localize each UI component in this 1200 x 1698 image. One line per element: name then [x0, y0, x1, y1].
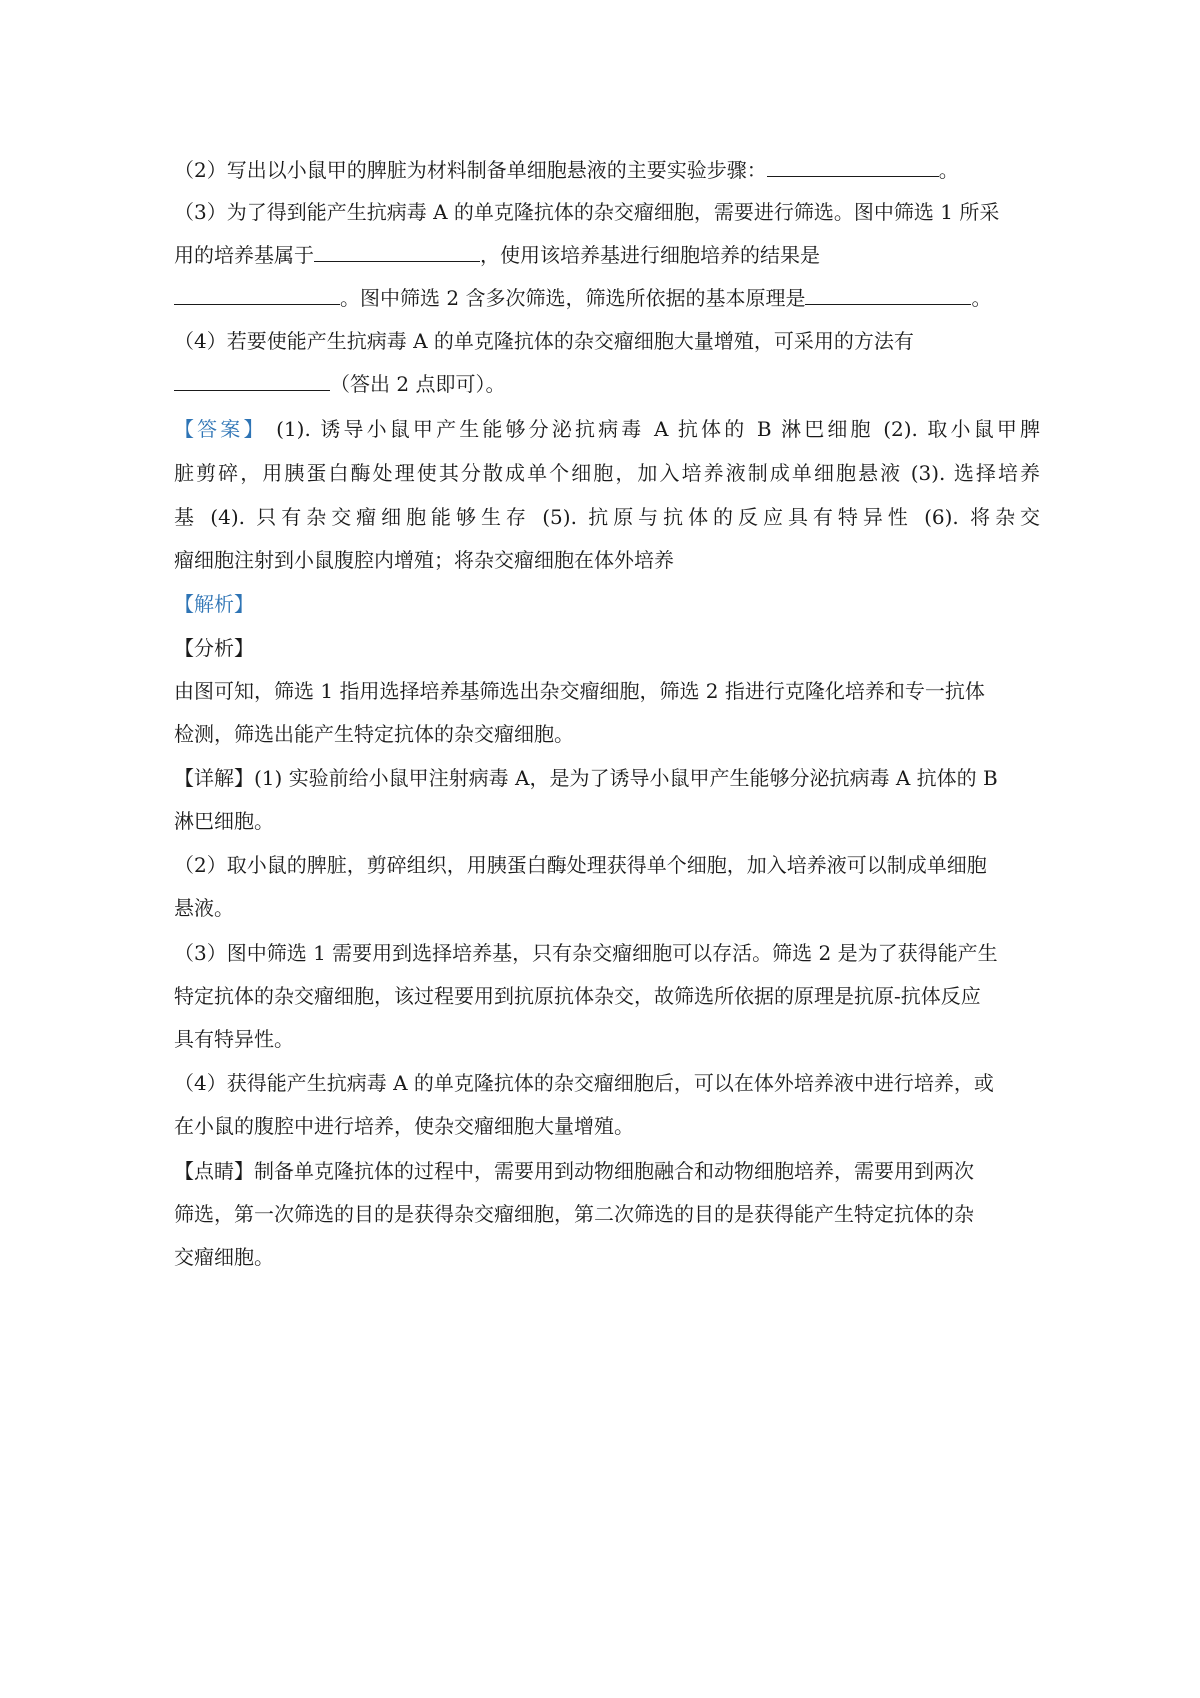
question-4-line-2: （答出 2 点即可）。: [174, 370, 1040, 398]
answer-line-3: 基 (4). 只有杂交瘤细胞能够生存 (5). 抗原与抗体的反应具有特异性 (6). 将杂交: [174, 505, 1040, 529]
answer-line-1: 【答案】 (1). 诱导小鼠甲产生能够分泌抗病毒 A 抗体的 B 淋巴细胞 (2). 取小鼠甲脾: [174, 417, 1040, 441]
xiangjie-2-line-1: （2）取小鼠的脾脏，剪碎组织，用胰蛋白酶处理获得单个细胞，加入培养液可以制成单细胞: [174, 853, 987, 877]
fenxi-line-2: 检测，筛选出能产生特定抗体的杂交瘤细胞。: [174, 722, 574, 746]
fenxi-tag: 【分析】: [174, 636, 254, 660]
fenxi-line-1: 由图可知，筛选 1 指用选择培养基筛选出杂交瘤细胞，筛选 2 指进行克隆化培养和专一抗体: [174, 679, 985, 703]
xiangjie-2-line-2: 悬液。: [174, 896, 234, 920]
xiangjie-4-line-1: （4）获得能产生抗病毒 A 的单克隆抗体的杂交瘤细胞后，可以在体外培养液中进行培养，或: [174, 1071, 994, 1095]
xiangjie-3-line-3: 具有特异性。: [174, 1027, 294, 1051]
xiangjie-line-2: 淋巴细胞。: [174, 809, 274, 833]
answer-blank: [767, 158, 939, 177]
dianjing-line-3: 交瘤细胞。: [174, 1245, 274, 1269]
question-3-line-3: 。图中筛选 2 含多次筛选，筛选所依据的基本原理是 。: [174, 284, 1040, 312]
answer-line-2: 脏剪碎，用胰蛋白酶处理使其分散成单个细胞，加入培养液制成单细胞悬液 (3). 选择培养: [174, 461, 1040, 485]
question-2: （2）写出以小鼠甲的脾脏为材料制备单细胞悬液的主要实验步骤： 。: [174, 158, 959, 182]
question-4-line-1: （4）若要使能产生抗病毒 A 的单克隆抗体的杂交瘤细胞大量增殖，可采用的方法有: [174, 329, 914, 353]
dianjing-line-2: 筛选，第一次筛选的目的是获得杂交瘤细胞，第二次筛选的目的是获得能产生特定抗体的杂: [174, 1202, 974, 1226]
question-3-line-1: （3）为了得到能产生抗病毒 A 的单克隆抗体的杂交瘤细胞，需要进行筛选。图中筛选 1 所采: [174, 200, 1000, 224]
answer-blank: [314, 243, 480, 262]
answer-line-4: 瘤细胞注射到小鼠腹腔内增殖；将杂交瘤细胞在体外培养: [174, 548, 674, 572]
xiangjie-tag: 【详解】: [174, 766, 254, 790]
answer-blank: [174, 372, 330, 391]
answer-tag: 【答案】: [174, 417, 267, 441]
analysis-tag: 【解析】: [174, 592, 254, 616]
xiangjie-3-line-1: （3）图中筛选 1 需要用到选择培养基，只有杂交瘤细胞可以存活。筛选 2 是为了获得能产生: [174, 941, 998, 965]
xiangjie-4-line-2: 在小鼠的腹腔中进行培养，使杂交瘤细胞大量增殖。: [174, 1114, 634, 1138]
answer-blank: [805, 286, 971, 305]
answer-blank: [174, 286, 340, 305]
dianjing-tag: 【点睛】: [174, 1159, 254, 1183]
question-3-line-2: 用的培养基属于 ，使用该培养基进行细胞培养的结果是: [174, 243, 820, 267]
dianjing-line-1: 【点睛】制备单克隆抗体的过程中，需要用到动物细胞融合和动物细胞培养，需要用到两次: [174, 1159, 974, 1183]
xiangjie-line-1: 【详解】(1) 实验前给小鼠甲注射病毒 A，是为了诱导小鼠甲产生能够分泌抗病毒 A 抗体的 B: [174, 766, 998, 790]
xiangjie-3-line-2: 特定抗体的杂交瘤细胞，该过程要用到抗原抗体杂交，故筛选所依据的原理是抗原-抗体反应: [174, 984, 981, 1008]
